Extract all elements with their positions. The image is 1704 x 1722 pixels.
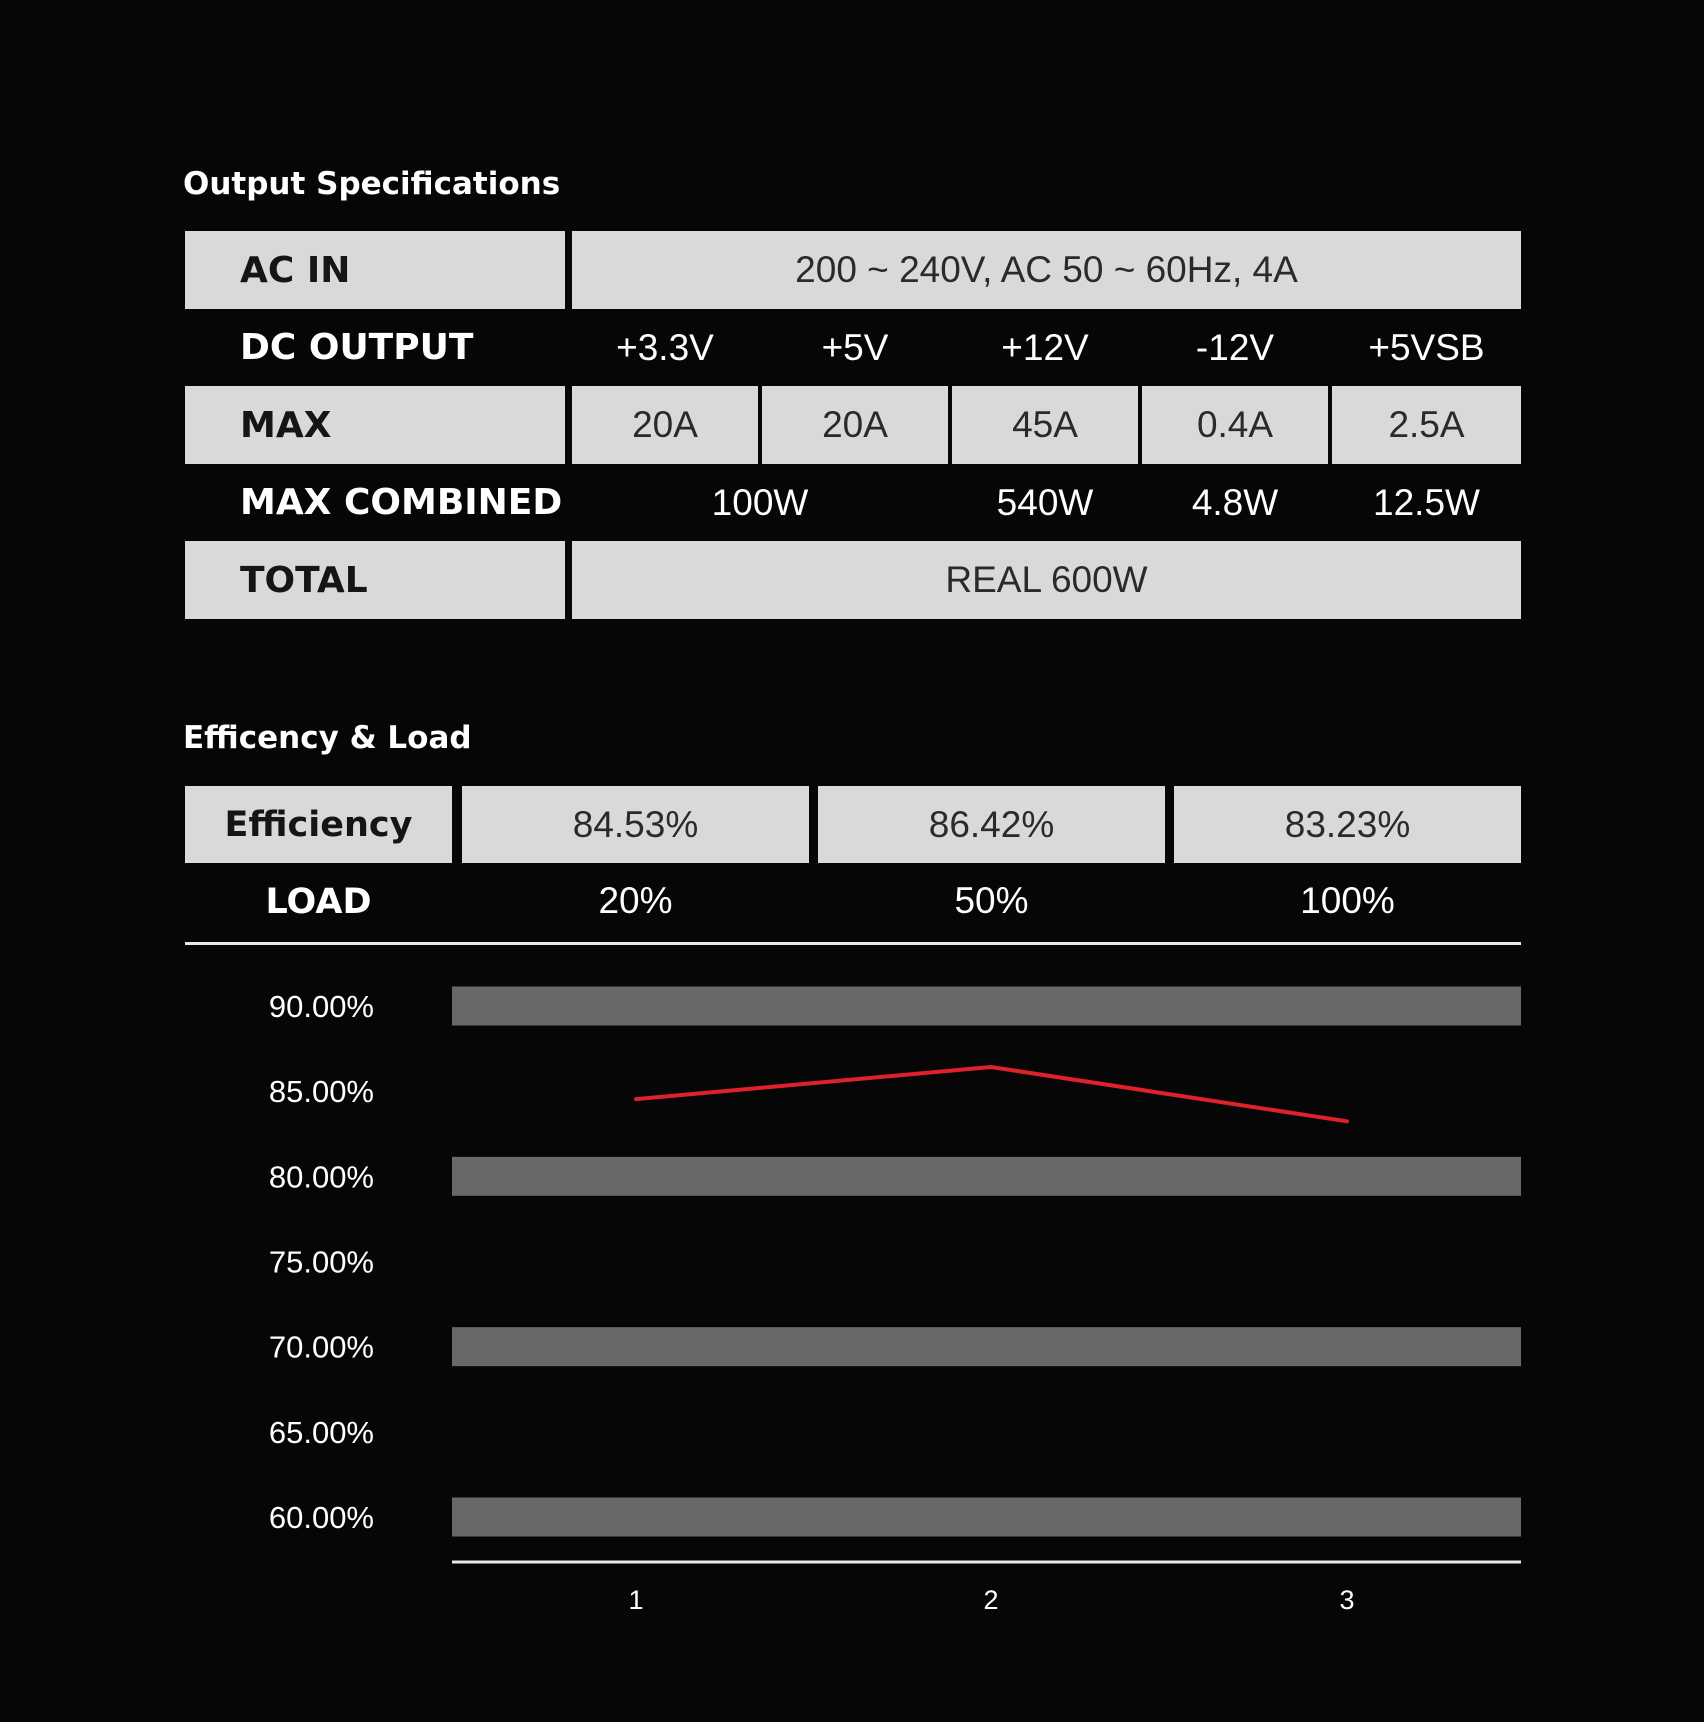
- y-tick-label: 60.00%: [268, 1500, 374, 1535]
- dc-rail: +5VSB: [1368, 326, 1485, 368]
- max-combined-label: MAX COMBINED: [240, 482, 563, 523]
- x-tick-label: 2: [983, 1585, 999, 1615]
- efficiency-load-title: Efficency & Load: [183, 720, 472, 756]
- max-combined-value: 12.5W: [1373, 481, 1480, 523]
- load-value: 100%: [1300, 879, 1395, 921]
- dc-rail: -12V: [1195, 326, 1275, 368]
- data-point: [989, 1065, 993, 1069]
- data-point: [634, 1097, 638, 1101]
- max-value: 20A: [572, 386, 758, 464]
- x-tick-label: 3: [1339, 1585, 1355, 1615]
- max-value: 20A: [762, 386, 948, 464]
- load-label: LOAD: [265, 881, 372, 922]
- y-tick-label: 65.00%: [268, 1414, 374, 1450]
- dc-output-label: DC OUTPUT: [240, 327, 474, 368]
- y-tick-label: 70.00%: [268, 1329, 374, 1365]
- efficiency-value: 83.23%: [1174, 786, 1521, 863]
- max-combined-value: 4.8W: [1191, 481, 1279, 523]
- efficiency-series-line: [636, 1067, 1347, 1121]
- data-point: [1345, 1119, 1349, 1123]
- output-specifications-title: Output Specifications: [183, 166, 561, 202]
- grid-band: [452, 987, 1521, 1026]
- efficiency-value: 84.53%: [462, 786, 809, 863]
- load-value: 20%: [598, 879, 673, 921]
- grid-band: [452, 1327, 1521, 1366]
- max-value: 2.5A: [1332, 386, 1521, 464]
- y-tick-label: 75.00%: [268, 1244, 374, 1280]
- max-combined-value: 540W: [996, 481, 1094, 523]
- y-tick-label: 80.00%: [268, 1159, 374, 1195]
- x-tick-label: 1: [628, 1585, 644, 1615]
- chart-x-ticks: [628, 1585, 1354, 1615]
- y-tick-label: 85.00%: [268, 1074, 374, 1110]
- dc-rail: +12V: [1001, 326, 1089, 368]
- efficiency-label: Efficiency: [185, 786, 452, 863]
- efficiency-value: 86.42%: [818, 786, 1165, 863]
- total-value: REAL 600W: [572, 541, 1521, 619]
- grid-band: [452, 1157, 1521, 1196]
- load-value: 50%: [954, 879, 1029, 921]
- dc-rail: +3.3V: [616, 326, 714, 368]
- max-label: MAX: [185, 386, 565, 464]
- chart-y-ticks: [269, 989, 374, 1535]
- ac-in-value: 200 ~ 240V, AC 50 ~ 60Hz, 4A: [572, 231, 1521, 309]
- chart-series: [634, 1065, 1349, 1123]
- max-value: 0.4A: [1142, 386, 1328, 464]
- max-value: 45A: [952, 386, 1138, 464]
- dc-rail: +5V: [821, 326, 889, 368]
- grid-band: [452, 1498, 1521, 1537]
- total-label: TOTAL: [185, 541, 565, 619]
- y-tick-label: 90.00%: [268, 989, 374, 1024]
- ac-in-label: AC IN: [185, 231, 565, 309]
- max-combined-value: 100W: [711, 481, 809, 523]
